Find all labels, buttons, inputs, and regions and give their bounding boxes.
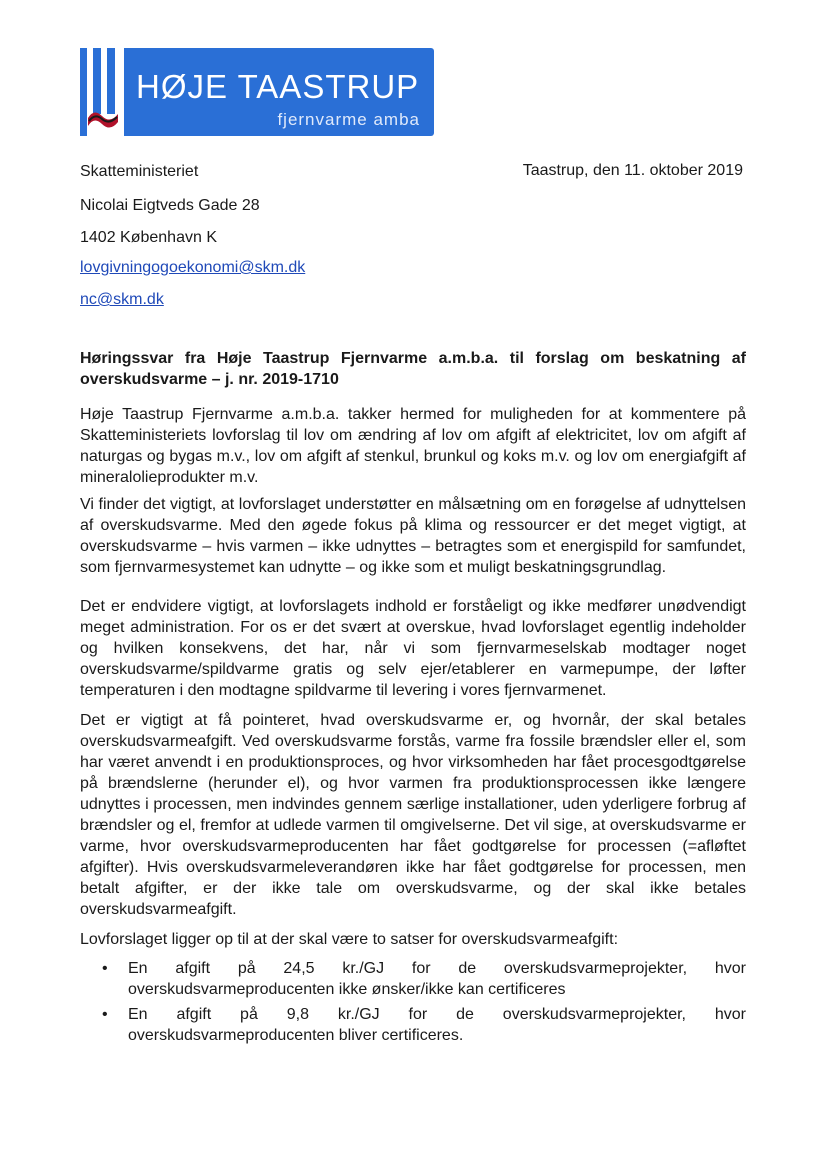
list-item-text: En afgift på 9,8 kr./GJ for de overskudsvarmeprojekter, hvor overskudsvarmeproducenten bliver certificeres. [128,1006,746,1044]
paragraph-1: Høje Taastrup Fjernvarme a.m.b.a. takker hermed for muligheden for at kommentere på Skatteministeriets lovforslag til lov om ændring af lov om afgift af elektricitet, lov om afgift af naturgas og bygas m.v., lov om afgift af stenkul, brunkul og koks m.v. og lov om energiafgift af mineralolieprodukter m.v. [80,406,746,486]
email-link-lovgivning[interactable]: lovgivningogoekonomi@skm.dk [80,259,306,276]
list-item [80,1004,746,1046]
paragraph-4: Det er vigtigt at få pointeret, hvad overskudsvarme er, og hvornår, der skal betales overskudsvarmeafgift. Ved overskudsvarme forstås, varme fra fossile brændsler eller el, som har været anvendt i en produktionsproces, og hvor virksomheden har fået procesgodtgørelse på brændslerne (herunder el), og hvor varmen fra produktionsprocessen ikke længere udnyttes i processen, men indvindes gennem særlige installationer, uden yderligere forbrug af brændsler og el, fremfor at udlede varmen til omgivelserne. Det vil sige, at overskudsvarme er varme, hvor overskudsvarmeproducenten har fået godtgørelse for processen (=afløftet afgifter). Hvis overskudsvarmeleverandøren ikke har fået godtgørelse for processen, men betalt afgifter, er der ikke tale om overskudsvarme, og der skal ikke betales overskudsvarmeafgift. [80,712,746,918]
rate-list [80,958,746,1050]
paragraph-3: Det er endvidere vigtigt, at lovforslagets indhold er forståeligt og ikke medfører unødvendigt meget administration. For os er det svært at overskue, hvad lovforslaget egentlig indeholder og hvilken konsekvens, det har, når vi som fjernvarmeselskab modtager noget overskudsvarme/spildvarme gratis og selv ejer/etablerer en varmepumpe, der løfter temperaturen i den modtagne spildvarme til levering i vores fjernvarmenet. [80,598,746,699]
recipient-city: 1402 København K [80,229,217,246]
email-link-nc[interactable]: nc@skm.dk [80,291,164,308]
company-logo [80,48,434,136]
chimney-logo-icon [80,48,124,136]
list-item [80,958,746,1000]
list-item-text: En afgift på 24,5 kr./GJ for de overskudsvarmeprojekter, hvor overskudsvarmeproducenten ikke ønsker/ikke kan certificeres [128,960,746,998]
paragraph-5: Lovforslaget ligger op til at der skal være to satser for overskudsvarmeafgift: [80,931,619,948]
logo-title: HØJE TAASTRUP [136,68,420,105]
bullet-icon: • [102,960,108,977]
logo-subtitle: fjernvarme amba [277,110,420,129]
paragraph-2: Vi finder det vigtigt, at lovforslaget understøtter en målsætning om en forøgelse af udnyttelsen af overskudsvarme. Med den øgede fokus på klima og ressourcer er det meget vigtigt, at overskudsvarme – hvis varmen – ikke udnyttes – betragtes som et energispild for samfundet, som fjernvarmesystemet kan udnytte – og ikke som et muligt beskatningsgrundlag. [80,496,746,576]
letter-date: Taastrup, den 11. oktober 2019 [522,162,743,179]
recipient-street: Nicolai Eigtveds Gade 28 [80,197,260,214]
bullet-icon: • [102,1006,108,1023]
recipient-name: Skatteministeriet [80,163,199,180]
letter-heading: Høringssvar fra Høje Taastrup Fjernvarme a.m.b.a. til forslag om beskatning af overskudsvarme – j. nr. 2019-1710 [80,350,746,388]
